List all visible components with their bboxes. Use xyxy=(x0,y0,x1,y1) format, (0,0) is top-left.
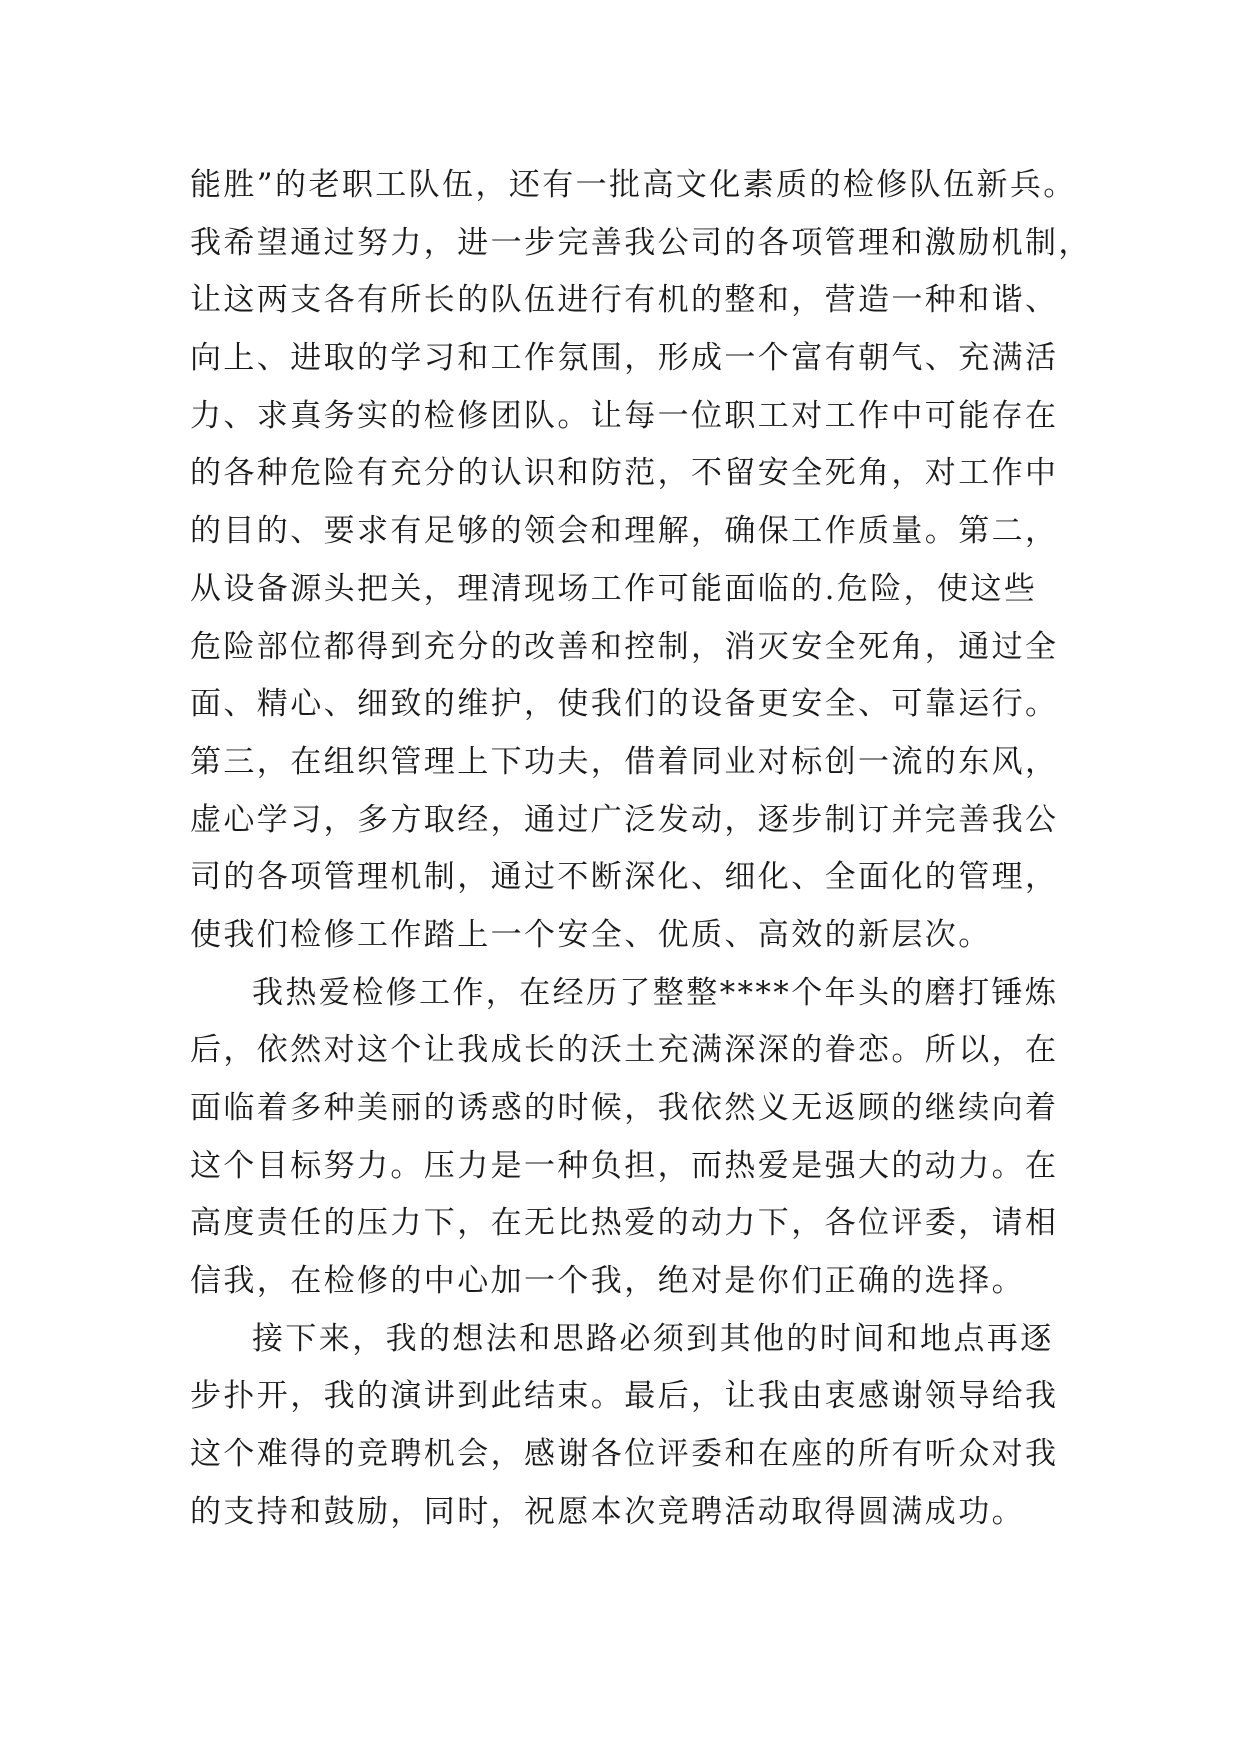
text-line: 危险部位都得到充分的改善和控制，消灭安全死角，通过全 xyxy=(190,628,1059,665)
text-line: 面、精心、细致的维护，使我们的设备更安全、可靠运行。 xyxy=(190,686,1059,723)
text-line: 高度责任的压力下，在无比热爱的动力下，各位评委，请相 xyxy=(190,1205,1059,1242)
text-line: 从设备源头把关，理清现场工作可能面临的.危险，使这些 xyxy=(190,570,1038,607)
text-line: 我希望通过努力，进一步完善我公司的各项管理和激励机制， xyxy=(190,224,1092,261)
text-line: 第三，在组织管理上下功夫，借着同业对标创一流的东风， xyxy=(190,743,1059,780)
paragraph-first-line: 我热爱检修工作，在经历了整整****个年头的磨打锤炼 xyxy=(252,974,1059,1011)
text-line: 步扑开，我的演讲到此结束。最后，让我由衷感谢领导给我 xyxy=(190,1378,1059,1415)
text-line: 力、求真务实的检修团队。让每一位职工对工作中可能存在 xyxy=(190,397,1059,434)
text-line: 面临着多种美丽的诱惑的时候，我依然义无返顾的继续向着 xyxy=(190,1090,1059,1126)
text-line: 司的各项管理机制，通过不断深化、细化、全面化的管理， xyxy=(190,859,1059,896)
text-line: 能胜”的老职工队伍，还有一批高文化素质的检修队伍新兵。 xyxy=(190,167,1077,203)
text-line: 这个难得的竞聘机会，感谢各位评委和在座的所有听众对我 xyxy=(190,1436,1059,1473)
text-line: 让这两支各有所长的队伍进行有机的整和，营造一种和谐、 xyxy=(190,282,1059,319)
text-line: 虚心学习，多方取经，通过广泛发动，逐步制订并完善我公 xyxy=(190,801,1059,838)
text-line: 这个目标努力。压力是一种负担，而热爱是强大的动力。在 xyxy=(190,1147,1059,1184)
document-body xyxy=(190,157,1092,1542)
paragraph-first-line: 接下来，我的想法和思路必须到其他的时间和地点再逐 xyxy=(252,1320,1054,1357)
text-line: 的目的、要求有足够的领会和理解，确保工作质量。第二， xyxy=(190,513,1059,550)
text-line: 的支持和鼓励，同时，祝愿本次竞聘活动取得圆满成功。 xyxy=(190,1493,1025,1530)
text-line: 的各种危险有充分的认识和防范，不留安全死角，对工作中 xyxy=(190,455,1059,492)
text-line: 后，依然对这个让我成长的沃土充满深深的眷恋。所以，在 xyxy=(190,1032,1059,1069)
text-line: 信我，在检修的中心加一个我，绝对是你们正确的选择。 xyxy=(190,1263,1025,1300)
text-line: 使我们检修工作踏上一个安全、优质、高效的新层次。 xyxy=(190,916,992,953)
text-line: 向上、进取的学习和工作氛围，形成一个富有朝气、充满活 xyxy=(190,340,1059,377)
